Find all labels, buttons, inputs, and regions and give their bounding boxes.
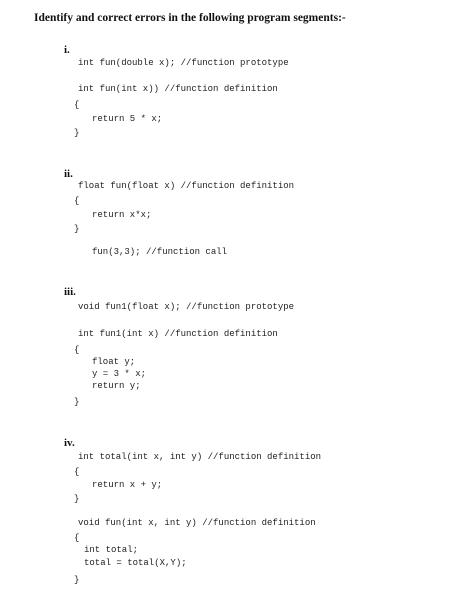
code-line: { xyxy=(74,196,80,206)
code-line: return x*x; xyxy=(92,210,152,220)
code-line: total = total(X,Y); xyxy=(84,558,187,568)
code-line: return x + y; xyxy=(92,480,163,490)
code-line: int fun(int x)) //function definition xyxy=(78,84,278,94)
section-label-iii: iii. xyxy=(64,286,76,298)
code-line: int total(int x, int y) //function definition xyxy=(78,452,322,462)
code-line: } xyxy=(74,128,80,138)
page-heading: Identify and correct errors in the following program segments:- xyxy=(34,12,346,24)
code-line: y = 3 * x; xyxy=(92,369,147,379)
code-line: int fun1(int x) //function definition xyxy=(78,329,278,339)
code-line: return y; xyxy=(92,381,141,391)
section-label-i: i. xyxy=(64,44,70,56)
code-line: } xyxy=(74,224,80,234)
section-label-ii: ii. xyxy=(64,168,73,180)
code-line: void fun1(float x); //function prototype xyxy=(78,302,295,312)
code-line: { xyxy=(74,345,80,355)
code-line: } xyxy=(74,397,80,407)
code-line: int fun(double x); //function prototype xyxy=(78,58,289,68)
code-line: { xyxy=(74,100,80,110)
code-line: int total; xyxy=(84,545,139,555)
code-line: { xyxy=(74,533,80,543)
code-line: } xyxy=(74,575,80,585)
code-line: return 5 * x; xyxy=(92,114,163,124)
code-line: } xyxy=(74,494,80,504)
section-label-iv: iv. xyxy=(64,437,75,449)
code-line: float fun(float x) //function definition xyxy=(78,181,295,191)
code-line: float y; xyxy=(92,357,136,367)
code-line: fun(3,3); //function call xyxy=(92,247,228,257)
code-line: { xyxy=(74,467,80,477)
code-line: void fun(int x, int y) //function definition xyxy=(78,518,316,528)
